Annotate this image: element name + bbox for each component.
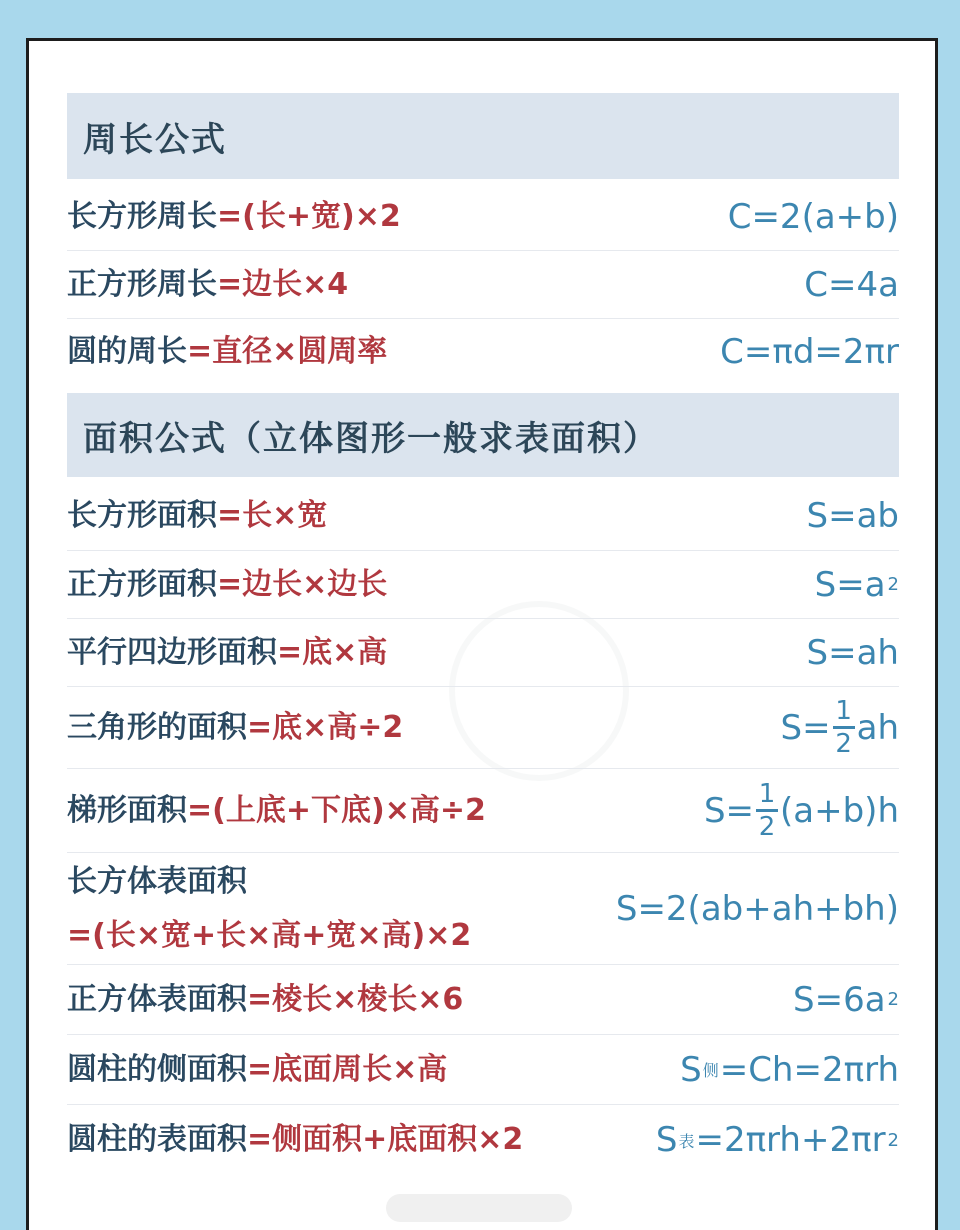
formula-name: 圆柱的表面积 (67, 1122, 247, 1157)
formula-row (67, 853, 899, 965)
fraction-denominator: 2 (835, 729, 852, 759)
formula-symbolic: S=ah (806, 632, 899, 673)
formula-symbolic: C=2(a+b) (727, 196, 899, 237)
formula-name: 梯形面积 (67, 792, 187, 828)
formula-base: S=6a (793, 979, 886, 1020)
area-section-header (67, 393, 899, 477)
formula-prefix: S= (780, 707, 831, 748)
formula-row (67, 965, 899, 1035)
formula-symbolic (680, 1050, 899, 1090)
formula-row (67, 251, 899, 319)
formula-row (67, 619, 899, 687)
formula-expression: =(上底+下底)×高÷2 (187, 792, 486, 828)
formula-expression: =(长+宽)×2 (217, 198, 401, 234)
formula-expression: =底×高÷2 (247, 709, 404, 745)
formula-symbol: S (655, 1120, 678, 1160)
formula-name: 圆柱的侧面积 (67, 1051, 247, 1087)
formula-symbolic: C=4a (804, 264, 899, 305)
formula-symbolic (815, 565, 899, 605)
formula-expression: =(长×宽+长×高+宽×高)×2 (67, 917, 472, 953)
formula-name: 平行四边形面积 (67, 634, 277, 670)
formula-expression: =底×高 (277, 634, 388, 670)
formula-name: 圆的周长 (67, 334, 187, 369)
formula-symbol: S (680, 1049, 702, 1090)
formula-row (67, 319, 899, 385)
formula-rest: =2πrh+2πr (695, 1120, 886, 1160)
perimeter-title: 周长公式 (83, 119, 227, 160)
formula-symbolic (704, 781, 899, 840)
formula-superscript: 2 (887, 574, 899, 595)
formula-superscript: 2 (887, 1129, 899, 1151)
formula-expression: =边长×边长 (217, 566, 388, 602)
fraction (756, 781, 778, 840)
formula-subscript: 侧 (702, 1061, 719, 1080)
formula-suffix: (a+b)h (780, 790, 899, 831)
fraction-numerator: 1 (758, 779, 776, 809)
formula-name: 长方体表面积 (67, 863, 247, 899)
formula-expression: =侧面积+底面积×2 (247, 1122, 524, 1157)
formula-name: 三角形的面积 (67, 709, 247, 745)
formula-subscript: 表 (678, 1131, 695, 1151)
fraction-numerator: 1 (835, 696, 852, 726)
formula-base: S=a (814, 564, 886, 605)
formula-row (67, 1035, 899, 1105)
fraction (833, 698, 855, 757)
formula-rest: =Ch=2πrh (719, 1049, 899, 1090)
formula-expression: =底面周长×高 (247, 1051, 448, 1087)
formula-card (26, 38, 938, 1230)
formula-symbolic (781, 698, 899, 757)
formula-row (67, 1105, 899, 1175)
formula-name: 长方形面积 (67, 497, 217, 533)
formula-symbolic (656, 1120, 899, 1160)
formula-expression: =棱长×棱长×6 (247, 981, 464, 1017)
fraction-denominator: 2 (758, 812, 776, 842)
formula-row (67, 769, 899, 853)
formula-superscript: 2 (887, 989, 899, 1010)
perimeter-section-header (67, 93, 899, 179)
formula-symbolic (793, 980, 899, 1020)
formula-row (67, 687, 899, 769)
area-title: 面积公式（立体图形一般求表面积） (83, 418, 659, 459)
formula-prefix: S= (703, 790, 755, 831)
formula-name: 长方形周长 (67, 198, 217, 234)
formula-symbolic: S=2(ab+ah+bh) (615, 888, 899, 929)
formula-symbolic: C=πd=2πr (720, 332, 899, 372)
formula-name: 正方形周长 (67, 266, 217, 302)
formula-row (67, 551, 899, 619)
formula-row (67, 183, 899, 251)
formula-symbolic: S=ab (806, 495, 899, 536)
formula-expression: =直径×圆周率 (187, 334, 388, 369)
formula-name: 正方形面积 (67, 566, 217, 602)
formula-expression: =长×宽 (217, 497, 328, 533)
formula-suffix: ah (856, 707, 899, 748)
formula-name: 正方体表面积 (67, 981, 247, 1017)
image-viewer-indicator (386, 1194, 572, 1222)
formula-row (67, 481, 899, 551)
formula-expression: =边长×4 (217, 266, 349, 302)
